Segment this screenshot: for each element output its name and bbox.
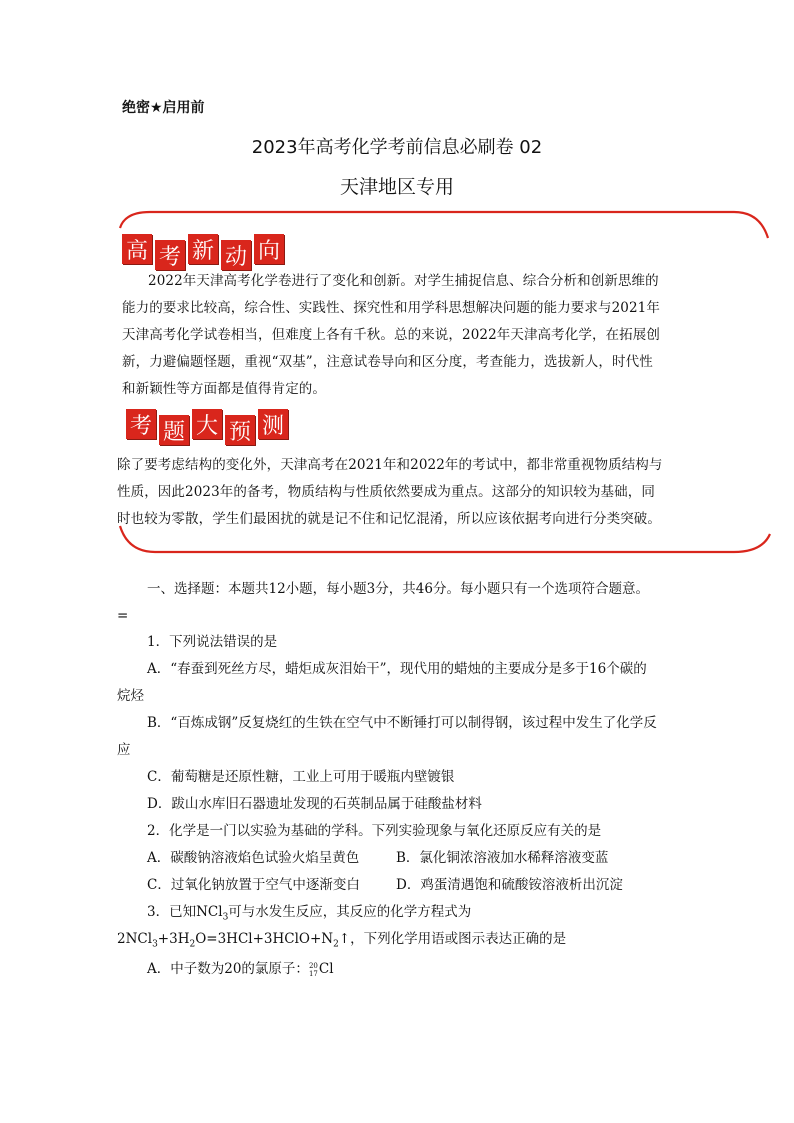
question-2-option-c: C．过氧化钠放置于空气中逐渐变白: [147, 877, 360, 893]
confidential-label: 绝密★启用前: [122, 100, 205, 116]
section-instruction: 一、选择题：本题共12小题，每小题3分，共46分。每小题只有一个选项符合题意。: [147, 581, 649, 597]
eq-part: O=3HCl+3HClO+N: [195, 931, 334, 947]
section-intro-text: 2022年天津高考化学卷进行了变化和创新。对学生捕捉信息、综合分析和创新思维的能力的要求比较高，综合性、实践性、探究性和用学科思想解决问题的能力要求与2021年天津高考化学试卷相当，但难度上各有千秋。总的来说，2022年天津高考化学，在拓展创新，力避偏题怪题，重视“双基”，注意试卷导向和区分度，考查能力，选拔新人，时代性和新颖性等方面都是值得肯定的。: [122, 273, 660, 397]
badge-char: 题: [159, 415, 189, 445]
question-3-option-a: [147, 956, 334, 983]
q3-stem-sub: 3: [222, 912, 229, 923]
eq-part: +3H: [157, 931, 190, 947]
question-2-option-a: A．碳酸钠溶液焰色试验火焰呈黄色: [147, 850, 360, 866]
badge-char: 测: [258, 409, 288, 439]
section-forecast-text: 除了要考虑结构的变化外，天津高考在2021年和2022年的考试中，都非常重视物质结构与性质，因此2023年的备考，物质结构与性质依然要成为重点。这部分的知识较为基础，同时也较为零散，学生们最困扰的就是记不住和记忆混淆，所以应该依据考向进行分类突破。: [117, 457, 663, 527]
badge-gaokao-xindongxiang: [122, 234, 284, 270]
exam-subtitle: 天津地区专用: [339, 176, 454, 198]
question-1-option-d: D．跋山水库旧石器遗址发现的石英制品属于硅酸盐材料: [147, 796, 482, 812]
badge-char: 考: [126, 409, 156, 439]
eq-part: 2NCl: [117, 931, 153, 947]
exam-title: 2023年高考化学考前信息必刷卷 02: [251, 137, 543, 158]
eq-sub: 2: [333, 939, 339, 950]
badge-char: 向: [254, 234, 284, 264]
badge-kaoti-dayuce: [126, 409, 288, 445]
atomic-number: 17: [308, 969, 318, 978]
badge-char: 大: [192, 409, 222, 439]
question-1-option-b: B．“百炼成钢”反复烧红的生铁在空气中不断锤打可以制得钢，该过程中发生了化学反: [147, 715, 657, 731]
stray-mark: =: [117, 608, 129, 624]
question-2-option-d: D．鸡蛋清遇饱和硫酸铵溶液析出沉淀: [396, 877, 623, 893]
eq-part: ↑，下列化学用语或图示表达正确的是: [338, 931, 567, 947]
question-2-option-b: B．氯化铜浓溶液加水稀释溶液变蓝: [396, 850, 609, 866]
q3-stem-pre: 3．已知NCl: [147, 904, 223, 920]
nuclide-notation: [309, 962, 318, 978]
badge-char: 预: [225, 415, 255, 445]
question-2-stem: 2．化学是一门以实验为基础的学科。下列实验现象与氧化还原反应有关的是: [147, 823, 602, 839]
eq-sub: 2: [189, 939, 196, 950]
q3-stem-post: 可与水发生反应，其反应的化学方程式为: [228, 904, 472, 920]
badge-char: 动: [221, 240, 251, 270]
mass-number: 20: [308, 961, 318, 970]
question-1-option-a-cont: 烷烃: [117, 688, 144, 704]
badge-char: 考: [155, 240, 185, 270]
badge-char: 高: [122, 234, 152, 264]
badge-char: 新: [188, 234, 218, 264]
question-1-stem: 1．下列说法错误的是: [147, 634, 278, 650]
question-1-option-b-cont: 应: [117, 742, 131, 758]
question-3-equation: [117, 926, 566, 959]
question-1-option-c: C．葡萄糖是还原性糖，工业上可用于暖瓶内壁镀银: [147, 769, 455, 785]
element-symbol: Cl: [318, 961, 334, 977]
eq-sub: 3: [152, 939, 158, 950]
question-1-option-a: A．“春蚕到死丝方尽，蜡炬成灰泪始干”，现代用的蜡烛的主要成分是多于16个碳的: [147, 661, 647, 677]
option-a-label: A．中子数为20的氯原子：: [147, 961, 309, 977]
